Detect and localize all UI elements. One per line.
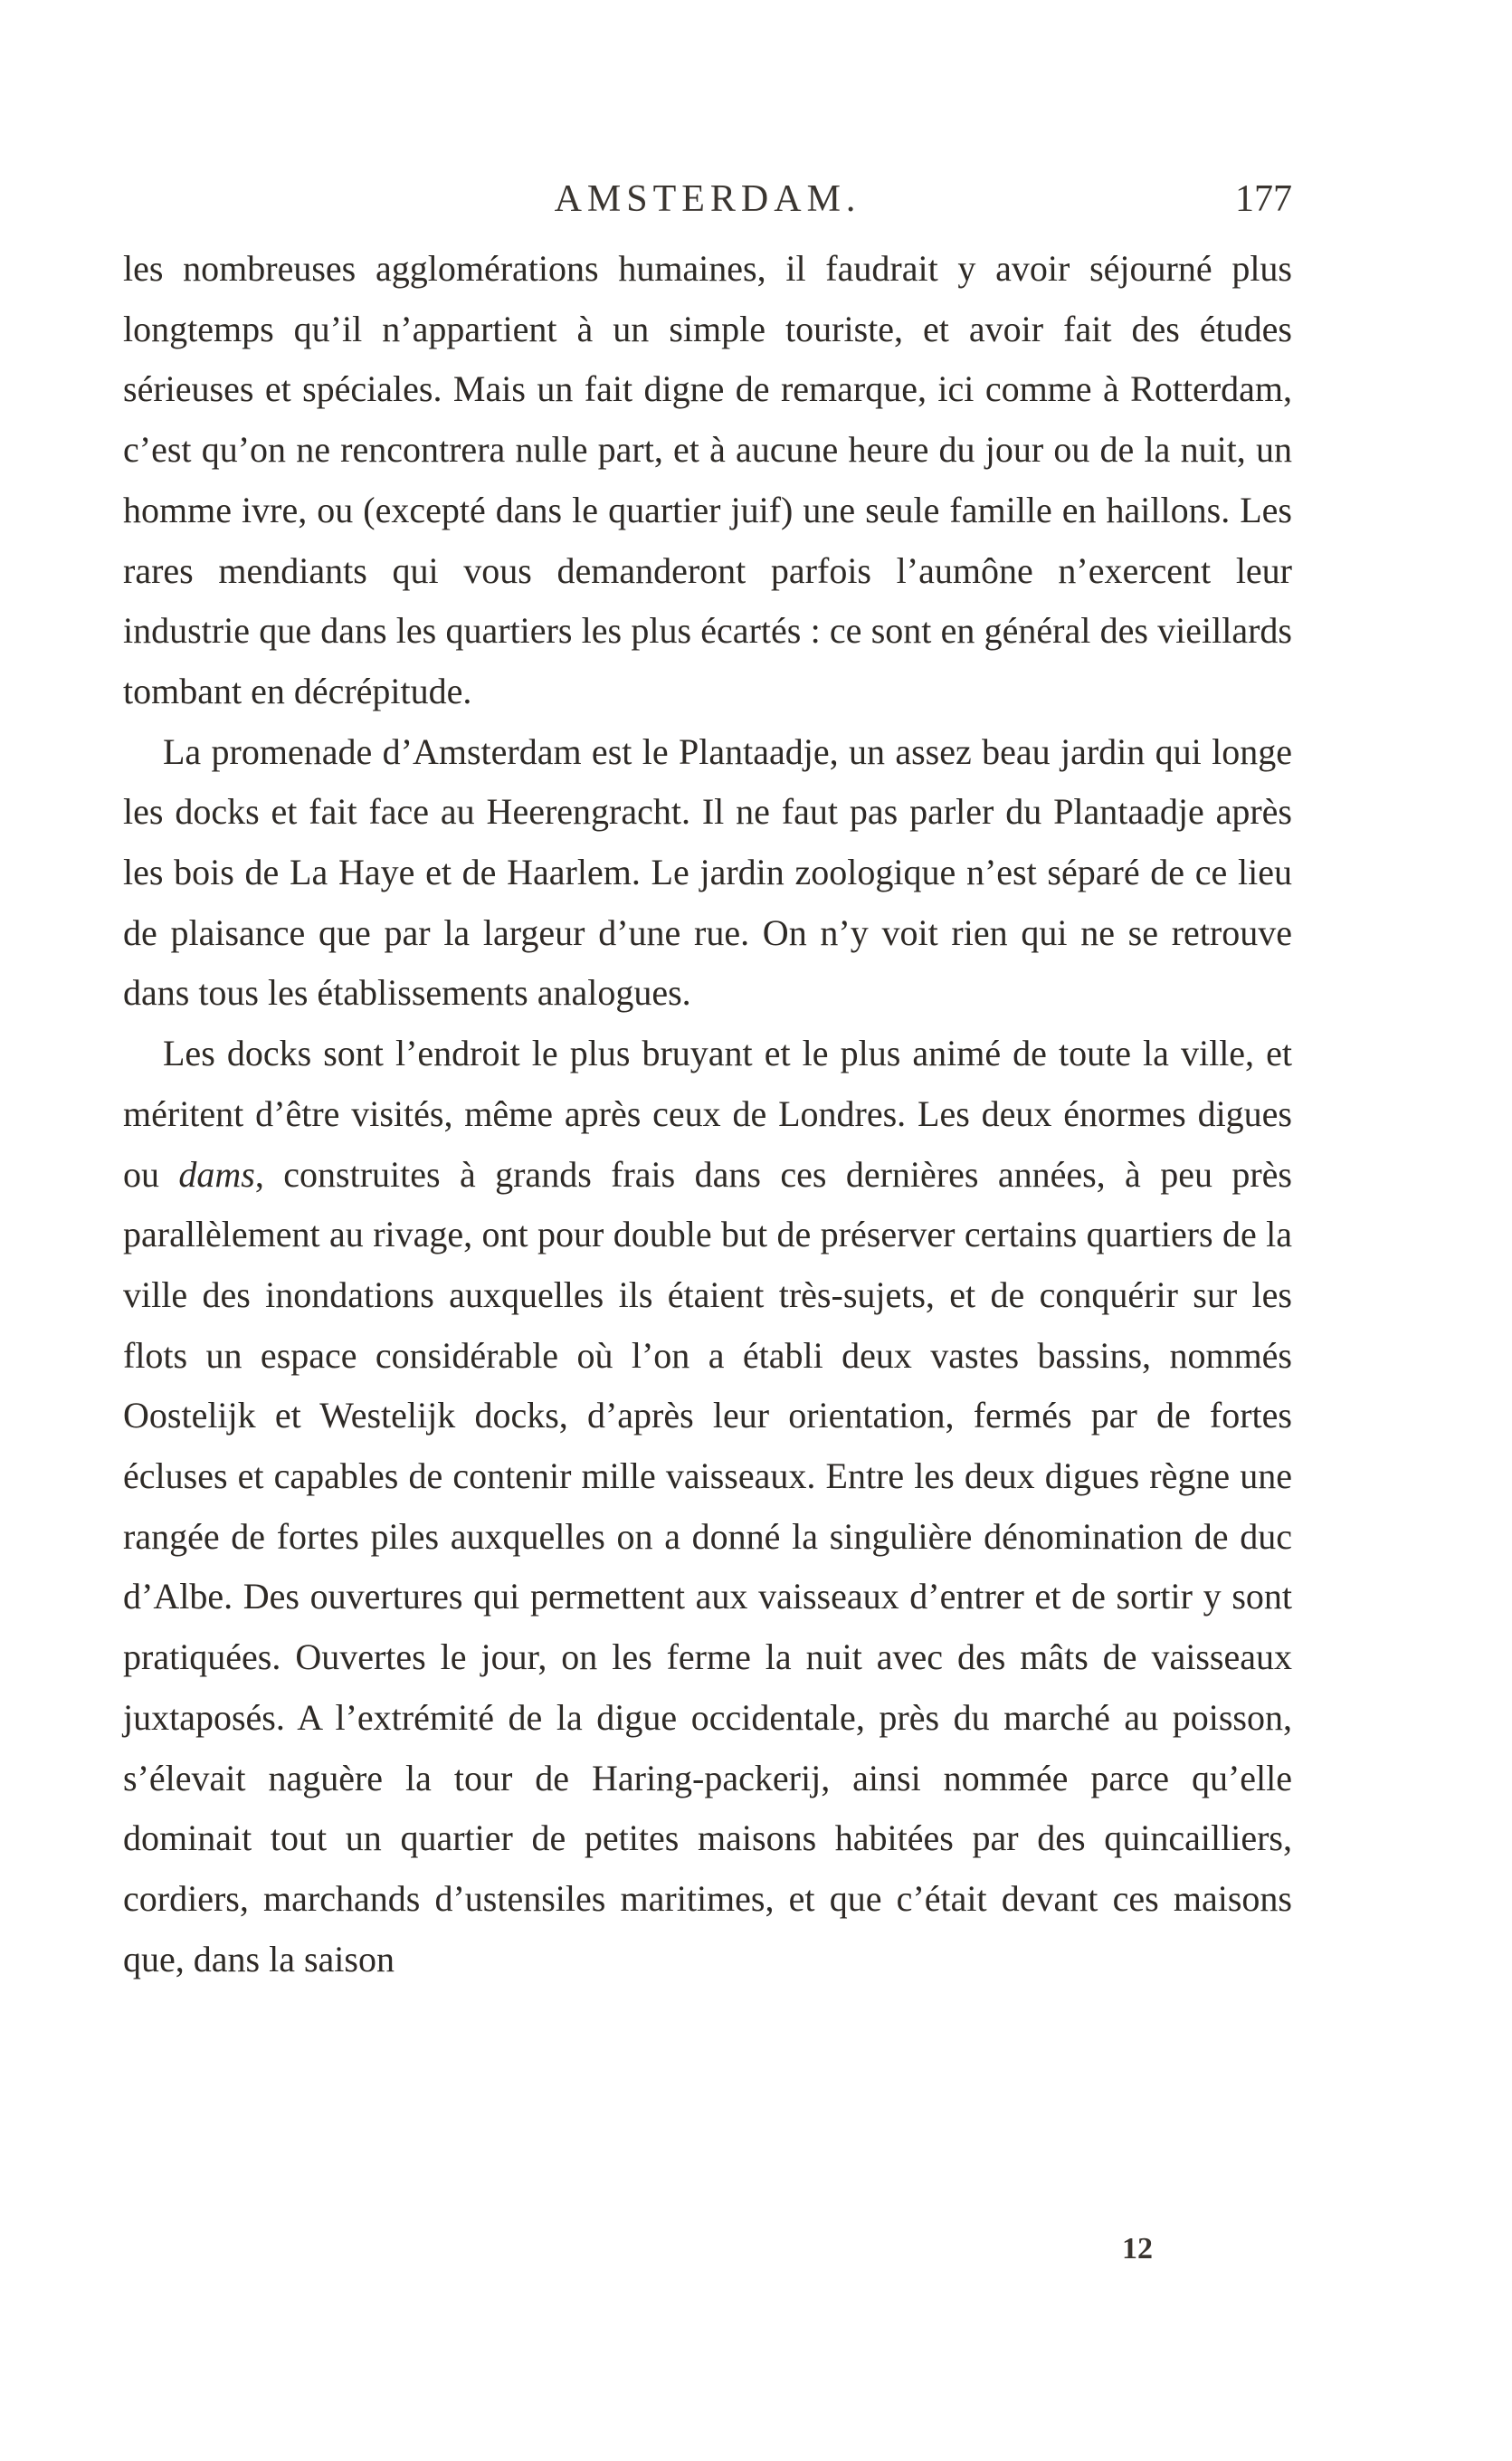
italic-term: dams bbox=[178, 1153, 255, 1195]
paragraph bbox=[123, 722, 1292, 1025]
paragraph-text: , construites à grands frais dans ces dernières années, à peu près parallèlement au rivage, ont pour double but de préserver certains quartiers de la ville des inondations auxquelles ils étaient très-sujets, et de conquérir sur les flots un espace considérable où l’on a établi deux vastes bassins, nommés Oostelijk et Westelijk docks, d’après leur orientation, fermés par de fortes écluses et capables de contenir mille vaisseaux. Entre les deux digues règne une rangée de fortes piles auxquelles on a donné la singulière dénomination de duc d’Albe. Des ouvertures qui permettent aux vaisseaux d’entrer et de sortir y sont pratiquées. Ouvertes le jour, on les ferme la nuit avec des mâts de vaisseaux juxtaposés. A l’extrémité de la digue occidentale, près du marché au poisson, s’élevait naguère la tour de Haring-packerij, ainsi nommée parce qu’elle dominait tout un quartier de petites maisons habitées par des quincailliers, cordiers, marchands d’ustensiles maritimes, et que c’était devant ces maisons que, dans la saison bbox=[123, 1153, 1292, 1979]
paragraph bbox=[123, 1024, 1292, 1989]
page-number: 177 bbox=[1235, 178, 1292, 220]
paragraph bbox=[123, 239, 1292, 722]
paragraph-text: les nombreuses agglomérations humaines, il faudrait y avoir séjourné plus longtemps qu’il n’appartient à un simple touriste, et avoir fait des études sérieuses et spéciales. Mais un fait digne de remarque, ici comme à Rotterdam, c’est qu’on ne rencontrera nulle part, et à aucune heure du jour ou de la nuit, un homme ivre, ou (excepté dans le quartier juif) une seule famille en haillons. Les rares mendiants qui vous demanderont parfois l’aumône n’exercent leur industrie que dans les quartiers les plus écartés : ce sont en général des vieillards tombant en décrépitude. bbox=[123, 248, 1292, 711]
signature-mark: 12 bbox=[1122, 2232, 1153, 2265]
running-title: AMSTERDAM. bbox=[554, 178, 861, 220]
paragraph-text: Les docks sont l’endroit le plus bruyant et le plus animé de toute la ville, et méritent d’être visités, même après ceux de Londres. Les deux énormes digues ou bbox=[123, 1033, 1292, 1195]
running-head bbox=[123, 177, 1292, 228]
paragraph-text: La promenade d’Amsterdam est le Plantaadje, un assez beau jardin qui longe les docks et fait face au Heerengracht. Il ne faut pas parler du Plantaadje après les bois de La Haye et de Haarlem. Le jardin zoologique n’est séparé de ce lieu de plaisance que par la largeur d’une rue. On n’y voit rien qui ne se retrouve dans tous les établissements analogues. bbox=[123, 730, 1292, 1014]
body-text bbox=[123, 239, 1292, 1989]
